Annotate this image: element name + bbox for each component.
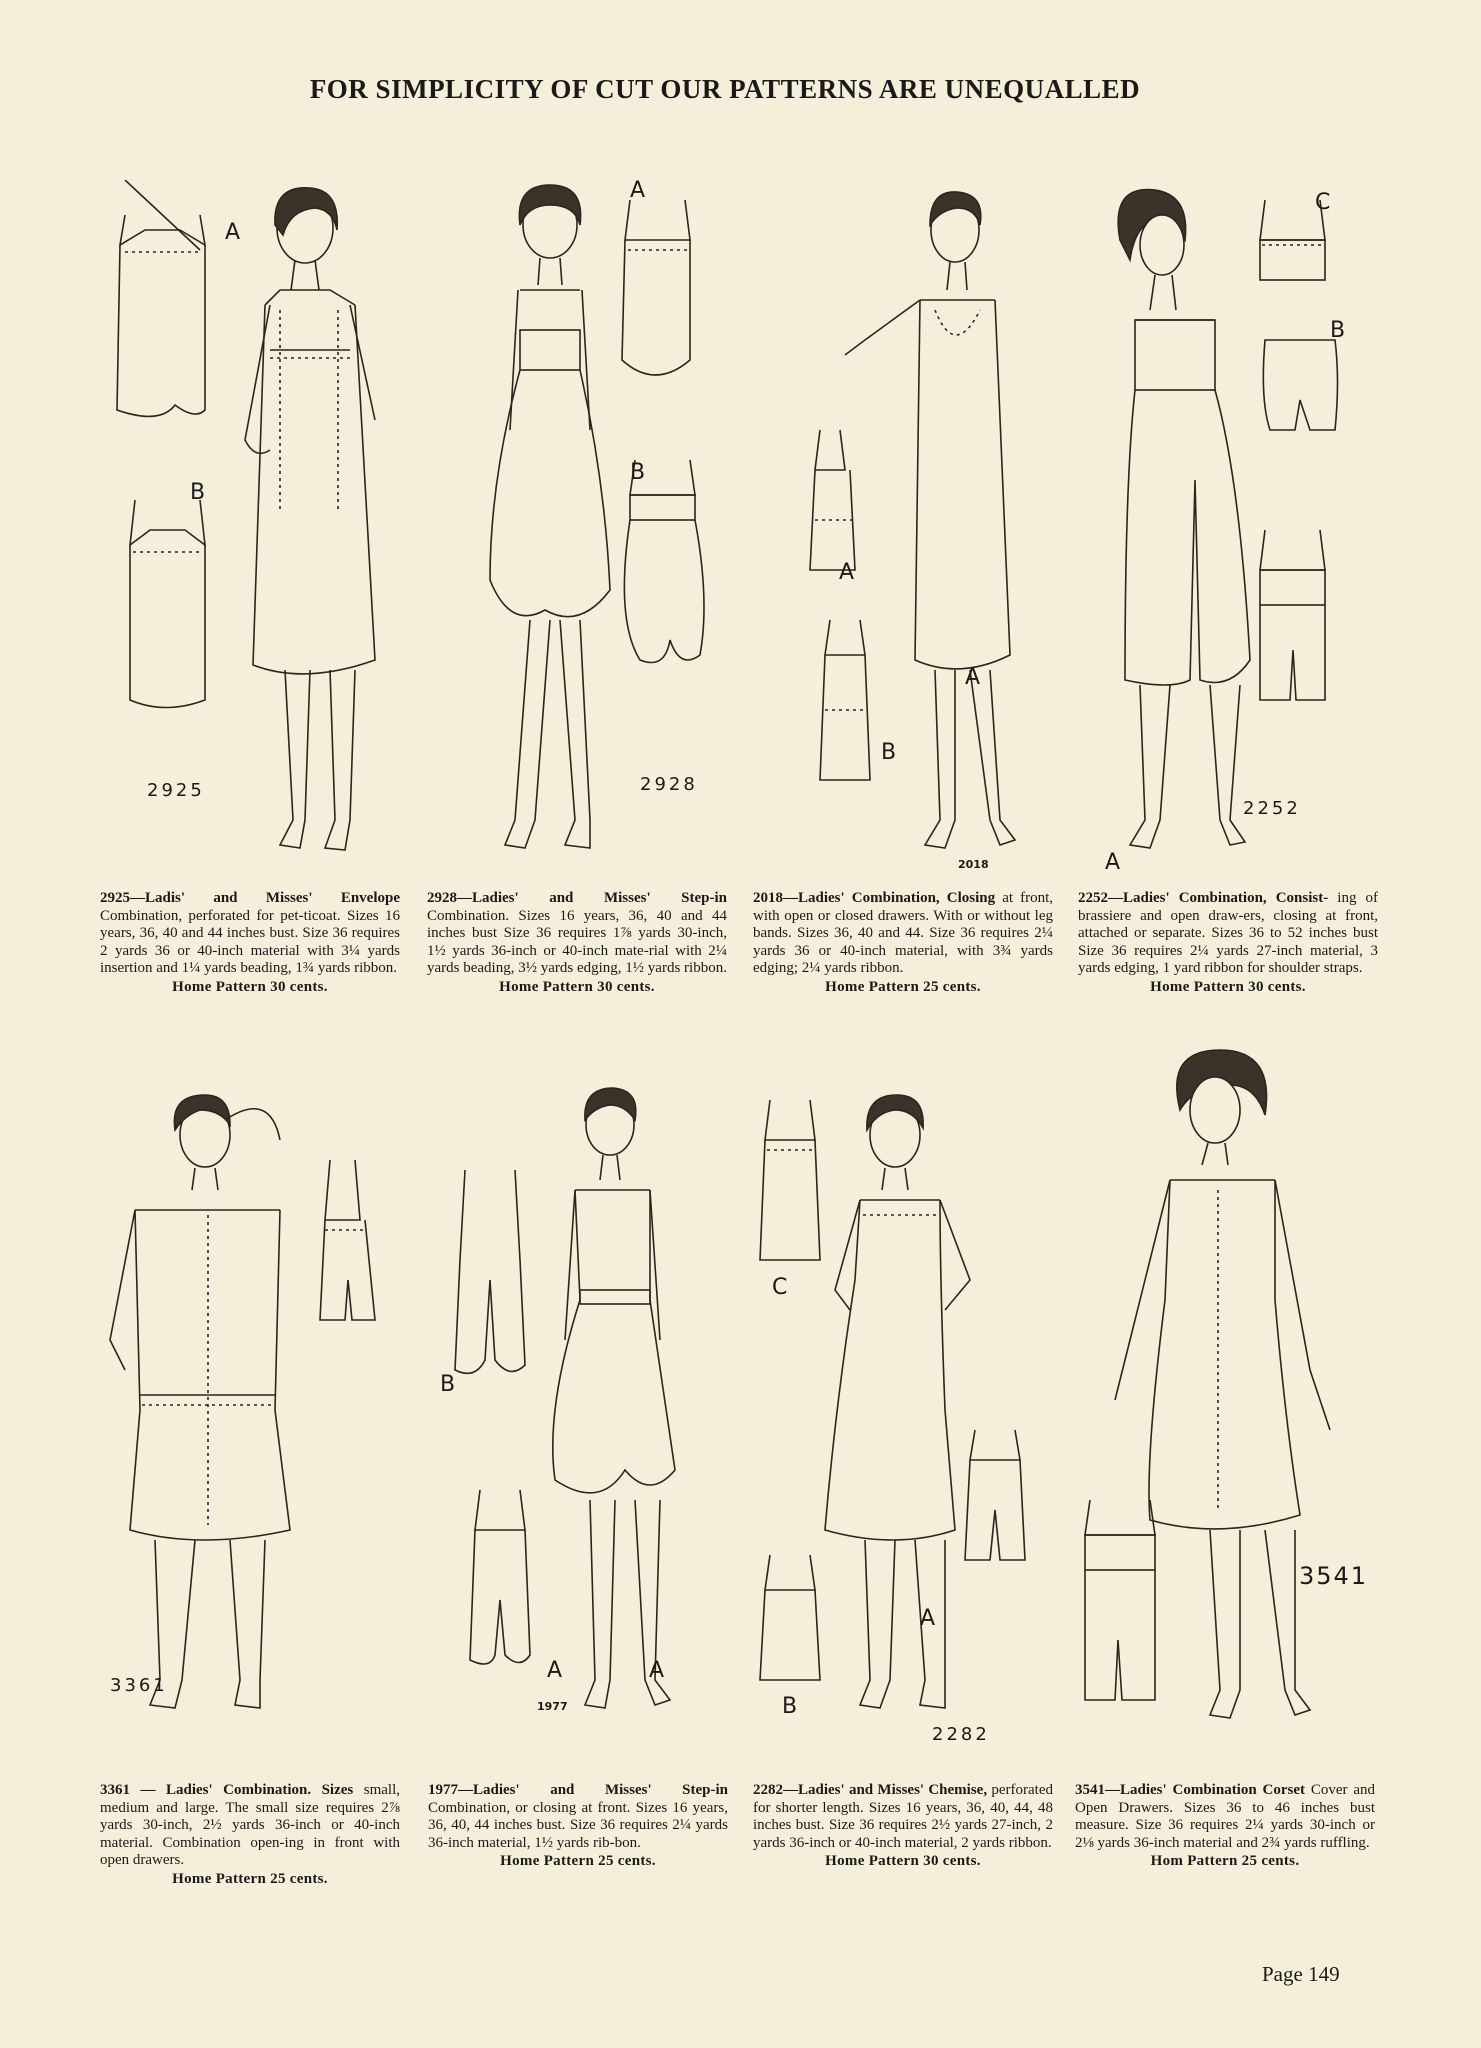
pattern-price: Home Pattern 25 cents. xyxy=(825,978,981,995)
main-figure xyxy=(845,192,1015,848)
pattern-heading: 2282—Ladies' and Misses' Chemise, xyxy=(753,1782,988,1798)
pattern-description-2928 xyxy=(427,890,727,997)
pattern-description-2925 xyxy=(100,890,400,997)
pattern-price: Home Pattern 25 cents. xyxy=(500,1853,656,1870)
view-label-b: B xyxy=(630,460,646,485)
illustration-3361 xyxy=(100,1080,430,1780)
pattern-heading: 2928—Ladies' and Misses' Step-in xyxy=(427,890,727,906)
view-label-a-main: A xyxy=(649,1658,665,1683)
illustration-2252 xyxy=(1090,180,1420,880)
view-label-c: C xyxy=(1315,190,1331,215)
pattern-price: Hom Pattern 25 cents. xyxy=(1150,1853,1300,1870)
pattern-price: Home Pattern 30 cents. xyxy=(172,978,328,995)
figure-drawing-2925 xyxy=(105,180,435,880)
view-a-sketch xyxy=(1260,530,1325,700)
view-b-sketch xyxy=(455,1170,525,1373)
pattern-details: small, medium and large. The small size requires 2⅞ yards 30-inch, 2½ yards 36-inch or 40-inch material. Combination open-ing in front with open drawers. xyxy=(100,1782,400,1869)
figure-drawing-1977 xyxy=(435,1080,765,1780)
main-figure xyxy=(490,185,610,848)
figure-number: 2925 xyxy=(147,780,205,801)
pattern-heading: 2252—Ladies' Combination, Consist- xyxy=(1078,890,1329,906)
view-sketch xyxy=(320,1160,375,1320)
pattern-description-3361 xyxy=(100,1782,400,1889)
view-label-a: A xyxy=(225,220,241,245)
illustration-2282 xyxy=(755,1080,1085,1780)
view-label-a-main: A xyxy=(965,665,981,690)
figure-number: 2928 xyxy=(640,774,698,795)
pattern-details: Combination, perforated for pet-ticoat. Sizes 16 years, 36, 40 and 44 inches bust. Size 36 requires 2 yards 36 or 40-inch material with 3¼ yards insertion and 1¼ yards beading, 1¾ yards ribbon. xyxy=(100,907,400,977)
pattern-details: ing of brassiere and open draw-ers, closing at front, attached or separate. Sizes 36 to 52 inches bust Size 36 requires 2¼ yards 27-inch material, 3 yards edging, 1 yard ribbon for shoulder straps. xyxy=(1078,890,1379,977)
page-number: Page 149 xyxy=(1262,1962,1340,1986)
view-a-sketch xyxy=(965,1430,1025,1560)
pattern-price: Home Pattern 30 cents. xyxy=(499,978,655,995)
view-a-sketch xyxy=(622,200,690,375)
view-label-b: B xyxy=(881,740,897,765)
pattern-heading: 3361 — Ladies' Combination. Sizes xyxy=(100,1782,354,1798)
illustration-2928 xyxy=(450,180,780,880)
figure-number: 2282 xyxy=(932,1724,990,1745)
view-label-c: C xyxy=(772,1275,788,1300)
figure-number: 1977 xyxy=(537,1700,568,1713)
view-label-a: A xyxy=(839,560,855,585)
pattern-details: perforated for shorter length. Sizes 16 years, 36, 40, 44, 48 inches bust. Size 36 requires 2½ yards 27-inch, 2 yards 36-inch or 40-inch material, 2 yards ribbon. xyxy=(753,1782,1054,1851)
illustration-3541 xyxy=(1070,1040,1400,1740)
main-figure xyxy=(1118,190,1250,848)
view-a-sketch xyxy=(810,430,855,570)
illustration-2018 xyxy=(775,180,1105,880)
view-b-sketch xyxy=(820,620,870,780)
pattern-heading: 3541—Ladies' Combination Corset xyxy=(1075,1782,1306,1798)
figure-drawing-2928 xyxy=(450,180,780,880)
view-b-sketch xyxy=(760,1555,820,1680)
view-c-sketch xyxy=(760,1100,820,1260)
figure-drawing-3541 xyxy=(1070,1040,1400,1740)
figure-drawing-2018 xyxy=(775,180,1105,880)
pattern-heading: 2018—Ladies' Combination, Closing xyxy=(753,890,996,906)
view-b-sketch xyxy=(130,500,205,708)
pattern-heading: 2925—Ladis' and Misses' Envelope xyxy=(100,890,400,906)
pattern-price: Home Pattern 30 cents. xyxy=(825,1853,981,1870)
pattern-description-2282 xyxy=(753,1782,1053,1871)
view-sketch xyxy=(1085,1500,1155,1700)
view-label-b: B xyxy=(782,1694,798,1719)
figure-number: 3361 xyxy=(110,1675,168,1696)
view-a-sketch xyxy=(470,1490,530,1664)
pattern-description-1977 xyxy=(428,1782,728,1871)
figure-number: 3541 xyxy=(1299,1562,1369,1590)
main-figure xyxy=(245,188,375,850)
view-label-b: B xyxy=(1330,318,1346,343)
figure-drawing-2252 xyxy=(1090,180,1420,880)
illustration-2925 xyxy=(105,180,435,880)
main-figure xyxy=(1115,1050,1330,1718)
illustration-1977 xyxy=(435,1080,765,1780)
main-figure xyxy=(825,1095,970,1708)
view-label-b: B xyxy=(440,1372,456,1397)
view-label-b: B xyxy=(190,480,206,505)
pattern-details: at front, with open or closed drawers. With or without leg bands. Sizes 36, 40 and 44. Size 36 requires 2¼ yards 36 or 40-inch material, with 3¾ yards edging; 2¼ yards ribbon. xyxy=(753,890,1053,977)
pattern-price: Home Pattern 30 cents. xyxy=(1150,978,1306,995)
view-label-a: A xyxy=(920,1606,936,1631)
view-label-a: A xyxy=(1105,850,1121,875)
pattern-details: Cover and Open Drawers. Sizes 36 to 46 inches bust measure. Size 36 requires 2¼ yards 30-inch or 2⅛ yards 36-inch material and 2¾ yards ruffling. xyxy=(1075,1782,1376,1851)
pattern-price: Home Pattern 25 cents. xyxy=(172,1870,328,1887)
view-b-sketch xyxy=(1263,340,1337,430)
main-figure xyxy=(110,1095,290,1708)
pattern-description-3541 xyxy=(1075,1782,1375,1871)
pattern-heading: 1977—Ladies' and Misses' Step-in xyxy=(428,1782,728,1798)
pattern-details: Combination. Sizes 16 years, 36, 40 and 44 inches bust Size 36 requires 1⅞ yards 30-inch, 1½ yards 36-inch or 40-inch mate-rial with 2¼ yards beading, 3½ yards edging, 1½ yards ribbon. xyxy=(427,907,727,977)
view-label-a: A xyxy=(630,178,646,203)
main-figure xyxy=(553,1088,675,1708)
view-label-a: A xyxy=(547,1658,563,1683)
pattern-description-2018 xyxy=(753,890,1053,997)
pattern-description-2252 xyxy=(1078,890,1378,997)
view-b-sketch xyxy=(624,460,704,663)
figure-number: 2018 xyxy=(958,858,989,871)
figure-number: 2252 xyxy=(1243,798,1301,819)
view-a-sketch xyxy=(117,180,205,416)
pattern-details: Combination, or closing at front. Sizes 16 years, 36, 40, 44 inches bust. Size 36 requires 2¼ yards 36-inch material, 1½ yards rib-bon. xyxy=(428,1799,728,1851)
figure-drawing-2282 xyxy=(755,1080,1085,1780)
page-headline: FOR SIMPLICITY OF CUT OUR PATTERNS ARE UNEQUALLED xyxy=(309,74,1141,104)
